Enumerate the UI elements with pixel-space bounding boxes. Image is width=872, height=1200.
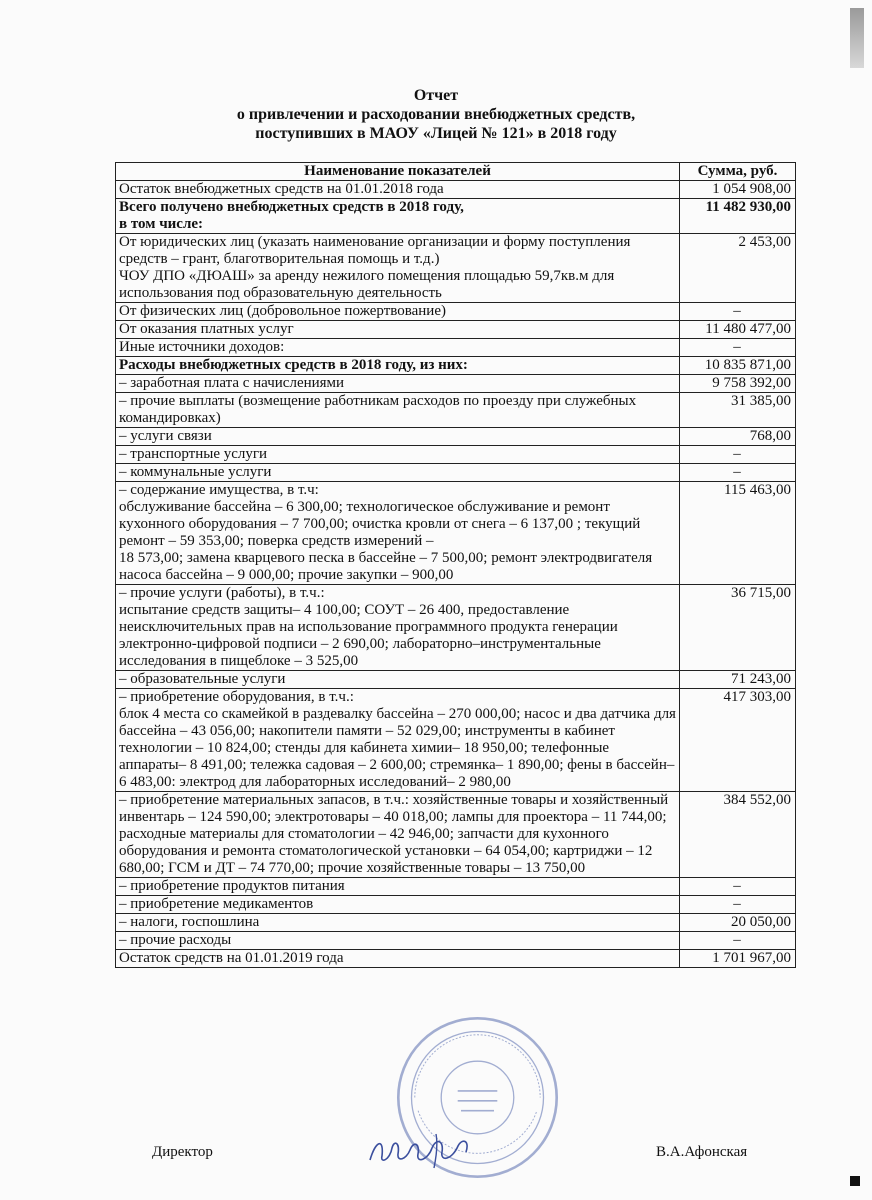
row-amount: –: [680, 464, 796, 482]
table-row: [116, 914, 796, 932]
row-name: Всего получено внебюджетных средств в 2018 году, в том числе:: [116, 199, 680, 234]
title-line-2: о привлечении и расходовании внебюджетных средств,: [236, 106, 636, 123]
row-name: – заработная плата с начислениями: [116, 375, 680, 393]
table-row: [116, 671, 796, 689]
row-amount: –: [680, 303, 796, 321]
header-amount: Сумма, руб.: [680, 163, 796, 181]
table-row: [116, 428, 796, 446]
row-name: Расходы внебюджетных средств в 2018 году, из них:: [116, 357, 680, 375]
report-title: [0, 86, 872, 143]
row-amount: 10 835 871,00: [680, 357, 796, 375]
table-row: [116, 482, 796, 585]
row-name: – приобретение оборудования, в т.ч.: блок 4 места со скамейкой в раздевалку бассейна – 270 000,00; насос и два датчика для бассейна – 43 056,00; накопители памяти – 52 029,00; инструменты в кабинет технологии – 10 824,00; стенды для кабинета химии– 18 950,00; телефонные аппараты– 8 491,00; тележка садовая – 2 600,00; стремянка– 1 890,00; фены в бассейн– 6 483,00: электрод для лабораторных исследований– 2 980,00: [116, 689, 680, 792]
row-name: – налоги, госпошлина: [116, 914, 680, 932]
table-row: [116, 393, 796, 428]
row-amount: 9 758 392,00: [680, 375, 796, 393]
director-name: В.А.Афонская: [656, 1144, 748, 1160]
row-name: – прочие расходы: [116, 932, 680, 950]
header-name: Наименование показателей: [116, 163, 680, 181]
table-row: [116, 339, 796, 357]
row-amount: 2 453,00: [680, 234, 796, 303]
row-name: – транспортные услуги: [116, 446, 680, 464]
row-name: – приобретение продуктов питания: [116, 878, 680, 896]
table-row: [116, 585, 796, 671]
row-amount: 768,00: [680, 428, 796, 446]
report-table: [115, 162, 796, 968]
row-amount: –: [680, 878, 796, 896]
table-row: [116, 792, 796, 878]
row-amount: –: [680, 896, 796, 914]
row-amount: 20 050,00: [680, 914, 796, 932]
row-amount: 384 552,00: [680, 792, 796, 878]
row-amount: –: [680, 932, 796, 950]
row-amount: 36 715,00: [680, 585, 796, 671]
table-row: [116, 950, 796, 968]
row-name: – услуги связи: [116, 428, 680, 446]
row-name: Остаток средств на 01.01.2019 года: [116, 950, 680, 968]
row-amount: 1 054 908,00: [680, 181, 796, 199]
row-name: – приобретение медикаментов: [116, 896, 680, 914]
table-row: [116, 896, 796, 914]
scan-corner-mark: [850, 1176, 860, 1186]
table-row: [116, 446, 796, 464]
row-name: – коммунальные услуги: [116, 464, 680, 482]
row-amount: 31 385,00: [680, 393, 796, 428]
row-name: От оказания платных услуг: [116, 321, 680, 339]
row-name: От физических лиц (добровольное пожертвование): [116, 303, 680, 321]
row-name: – прочие услуги (работы), в т.ч.: испытание средств защиты– 4 100,00; СОУТ – 26 400, предоставление неисключительных прав на использование программного продукта генерации электронно-цифровой подписи – 2 690,00; лабораторно–инструментальные исследования в пищеблоке – 3 525,00: [116, 585, 680, 671]
row-amount: 71 243,00: [680, 671, 796, 689]
table-row: [116, 303, 796, 321]
table-row: [116, 464, 796, 482]
title-line-3: поступивших в МАОУ «Лицей № 121» в 2018 году: [255, 125, 617, 142]
table-row: [116, 375, 796, 393]
row-amount: 11 482 930,00: [680, 199, 796, 234]
scan-edge-mark: [850, 8, 864, 68]
row-name: – содержание имущества, в т.ч: обслуживание бассейна – 6 300,00; технологическое обслуживание и ремонт кухонного оборудования – 7 700,00; очистка кровли от снега – 6 137,00 ; текущий ремонт – 59 353,00; поверка средств измерений – 18 573,00; замена кварцевого песка в бассейне – 7 500,00; ремонт электродвигателя насоса бассейна – 9 000,00; прочие закупки – 900,00: [116, 482, 680, 585]
row-amount: 115 463,00: [680, 482, 796, 585]
director-signature: [366, 1130, 476, 1170]
table-row: [116, 689, 796, 792]
row-name: – образовательные услуги: [116, 671, 680, 689]
table-row: [116, 181, 796, 199]
row-amount: –: [680, 339, 796, 357]
table-row: [116, 878, 796, 896]
table-row: [116, 357, 796, 375]
row-name: От юридических лиц (указать наименование организации и форму поступления средств – грант, благотворительная помощь и т.д.) ЧОУ ДПО «ДЮАШ» за аренду нежилого помещения площадью 59,7кв.м для использования под образовательную деятельность: [116, 234, 680, 303]
director-label: Директор: [152, 1144, 213, 1160]
table-row: [116, 932, 796, 950]
row-name: Остаток внебюджетных средств на 01.01.2018 года: [116, 181, 680, 199]
row-name: Иные источники доходов:: [116, 339, 680, 357]
table-row: [116, 234, 796, 303]
row-name: – прочие выплаты (возмещение работникам расходов по проезду при служебных командировках): [116, 393, 680, 428]
table-row: [116, 321, 796, 339]
table-row: [116, 199, 796, 234]
row-amount: 1 701 967,00: [680, 950, 796, 968]
title-line-1: Отчет: [413, 87, 459, 104]
row-amount: –: [680, 446, 796, 464]
row-amount: 417 303,00: [680, 689, 796, 792]
row-amount: 11 480 477,00: [680, 321, 796, 339]
table-header-row: [116, 163, 796, 181]
row-name: – приобретение материальных запасов, в т.ч.: хозяйственные товары и хозяйственный инвентарь – 124 590,00; электротовары – 40 018,00; лампы для проектора – 11 744,00; расходные материалы для стоматологии – 42 946,00; запчасти для кухонного оборудования и ремонта стоматологической установки – 64 054,00; картриджи – 12 680,00; ГСМ и ДТ – 74 770,00; прочие хозяйственные товары – 13 750,00: [116, 792, 680, 878]
